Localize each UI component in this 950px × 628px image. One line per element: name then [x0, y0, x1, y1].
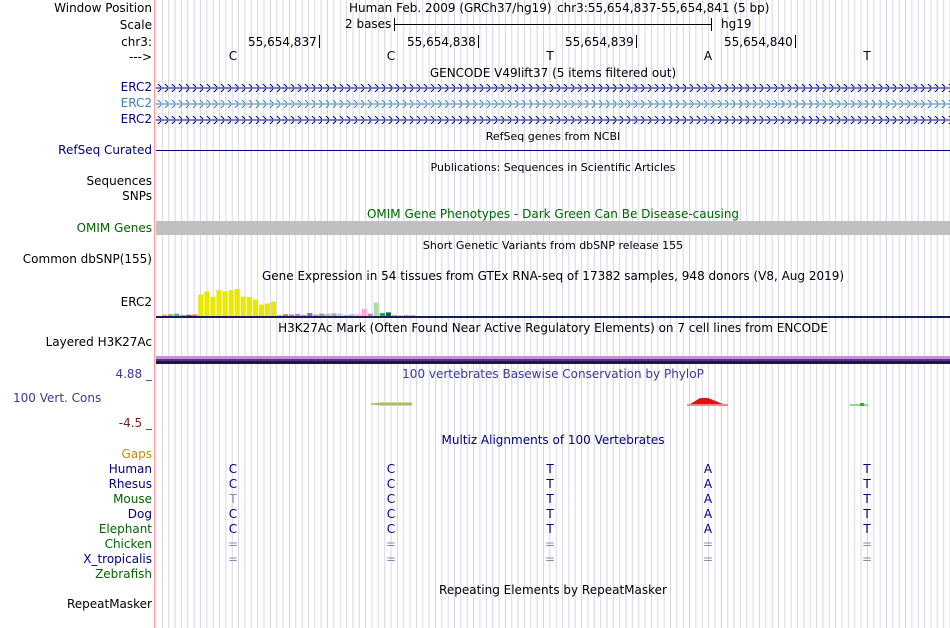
aligned-base: T [546, 522, 554, 536]
conservation-min-label: -4.5 _ [118, 416, 152, 430]
aligned-base: T [546, 462, 554, 476]
aligned-base: T [229, 492, 237, 506]
gtex-tissue-bar[interactable] [265, 303, 270, 316]
refseq-track-title[interactable]: RefSeq genes from NCBI [485, 130, 621, 143]
multiz-gaps-label[interactable]: Gaps [121, 447, 152, 461]
chr-label[interactable]: chr3: [121, 35, 152, 49]
species-label-mouse[interactable]: Mouse [113, 492, 152, 506]
conservation-max-label: 4.88 _ [115, 367, 152, 381]
phylop-peak-low [371, 402, 413, 406]
gtex-tissue-bar[interactable] [204, 291, 209, 316]
gencode-transcript-3[interactable] [156, 116, 950, 124]
gtex-tissue-bar[interactable] [362, 309, 367, 316]
species-label-human[interactable]: Human [108, 462, 152, 476]
phylop-peak-high [687, 398, 728, 406]
phylop-peak-small [850, 403, 868, 406]
species-label-elephant[interactable]: Elephant [98, 522, 152, 536]
gtex-tissue-bar[interactable] [241, 297, 246, 317]
gtex-tissue-bar[interactable] [235, 289, 240, 316]
scale-bar [394, 24, 711, 25]
aligned-base: T [863, 492, 871, 506]
aligned-base: = [544, 537, 556, 551]
gencode-item-label[interactable]: ERC2 [120, 112, 152, 126]
aligned-base: T [546, 507, 554, 521]
gtex-tissue-bar[interactable] [259, 305, 264, 316]
strand-label[interactable]: ---> [128, 50, 152, 64]
gtex-tissue-bar[interactable] [198, 294, 203, 316]
aligned-base: C [386, 522, 396, 536]
gtex-expression-chart[interactable] [156, 284, 950, 317]
gtex-tissue-bar[interactable] [253, 300, 258, 317]
scale-label[interactable]: Scale [119, 18, 152, 32]
aligned-base: C [386, 477, 396, 491]
reference-base: C [386, 49, 396, 63]
h3k27ac-signal-dark[interactable] [156, 361, 950, 364]
refseq-transcript-line[interactable] [156, 150, 950, 151]
gtex-tissue-bar[interactable] [271, 302, 276, 316]
aligned-base: T [546, 477, 554, 491]
conservation-label[interactable]: 100 Vert. Cons [13, 391, 102, 405]
gencode-transcripts[interactable] [156, 80, 950, 128]
aligned-base: C [386, 507, 396, 521]
reference-base: A [703, 49, 713, 63]
aligned-base: = [227, 552, 239, 566]
gtex-tissue-bar[interactable] [216, 290, 221, 316]
reference-base: T [546, 49, 554, 63]
repeatmasker-label[interactable]: RepeatMasker [66, 597, 152, 611]
aligned-base: T [863, 477, 871, 491]
refseq-label[interactable]: RefSeq Curated [58, 143, 152, 157]
aligned-base: = [861, 537, 873, 551]
scale-text: 2 bases [345, 17, 392, 31]
aligned-base: C [386, 492, 396, 506]
aligned-base: T [863, 522, 871, 536]
aligned-base: A [703, 492, 713, 506]
gencode-transcript-2[interactable] [156, 100, 950, 108]
species-label-rhesus[interactable]: Rhesus [108, 477, 152, 491]
aligned-base: A [703, 477, 713, 491]
dbsnp-track-title[interactable]: Short Genetic Variants from dbSNP release 155 [422, 239, 684, 252]
species-label-zebrafish[interactable]: Zebrafish [95, 567, 152, 581]
species-label-x_tropicalis[interactable]: X_tropicalis [83, 552, 152, 566]
gencode-item-label[interactable]: ERC2 [120, 96, 152, 110]
h3k27ac-label[interactable]: Layered H3K27Ac [45, 335, 152, 349]
gencode-track-title[interactable]: GENCODE V49lift37 (5 items filtered out) [429, 66, 677, 80]
assembly-title: Human Feb. 2009 (GRCh37/hg19) [349, 1, 552, 15]
species-label-chicken[interactable]: Chicken [104, 537, 152, 551]
gtex-gene-line [156, 316, 950, 318]
reference-base: T [863, 49, 871, 63]
aligned-base: A [703, 522, 713, 536]
gtex-tissue-bar[interactable] [229, 290, 234, 316]
position-tick-2: 55,654,838 [407, 35, 479, 49]
position-coords: chr3:55,654,837-55,654,841 (5 bp) [557, 1, 770, 15]
scale-db: hg19 [721, 17, 752, 31]
position-tick-1: 55,654,837 [248, 35, 320, 49]
omim-gene-bar[interactable] [156, 221, 950, 235]
h3k27ac-track-title[interactable]: H3K27Ac Mark (Often Found Near Active Regulatory Elements) on 7 cell lines from ENCODE [278, 321, 828, 335]
aligned-base: C [386, 462, 396, 476]
gencode-item-label[interactable]: ERC2 [120, 80, 152, 94]
aligned-base: = [227, 537, 239, 551]
gencode-transcript-1[interactable] [156, 84, 950, 92]
aligned-base: C [228, 522, 238, 536]
species-label-dog[interactable]: Dog [127, 507, 152, 521]
aligned-base: = [702, 537, 714, 551]
aligned-base: = [702, 552, 714, 566]
position-tick-4: 55,654,840 [724, 35, 796, 49]
dbsnp-label[interactable]: Common dbSNP(155) [22, 252, 152, 266]
gtex-tissue-bar[interactable] [247, 297, 252, 316]
omim-track-title[interactable]: OMIM Gene Phenotypes - Dark Green Can Be Disease-causing [366, 207, 740, 221]
multiz-track-title[interactable]: Multiz Alignments of 100 Vertebrates [441, 433, 665, 447]
repeatmasker-track-title[interactable]: Repeating Elements by RepeatMasker [439, 583, 667, 597]
scale-bar-right [711, 18, 712, 31]
window-position-label[interactable]: Window Position [54, 1, 152, 15]
position-tick-3: 55,654,839 [565, 35, 637, 49]
aligned-base: = [385, 552, 397, 566]
gtex-tissue-bar[interactable] [210, 297, 215, 316]
publications-snps-label[interactable]: SNPs [122, 189, 152, 203]
gtex-gene-label[interactable]: ERC2 [120, 295, 152, 309]
publications-sequences-label[interactable]: Sequences [86, 174, 152, 188]
aligned-base: C [228, 477, 238, 491]
aligned-base: = [544, 552, 556, 566]
conservation-track-title[interactable]: 100 vertebrates Basewise Conservation by PhyloP [402, 367, 704, 381]
aligned-base: = [385, 537, 397, 551]
aligned-base: = [861, 552, 873, 566]
aligned-base: A [703, 507, 713, 521]
publications-track-title[interactable]: Publications: Sequences in Scientific Articles [430, 161, 676, 174]
gtex-track-title[interactable]: Gene Expression in 54 tissues from GTEx RNA-seq of 17382 samples, 948 donors (V8, Aug 2019) [261, 269, 845, 283]
aligned-base: T [863, 462, 871, 476]
omim-label[interactable]: OMIM Genes [76, 221, 152, 235]
aligned-base: T [546, 492, 554, 506]
aligned-base: A [703, 462, 713, 476]
phylop-wiggle[interactable] [156, 396, 950, 410]
aligned-base: C [228, 462, 238, 476]
aligned-base: C [228, 507, 238, 521]
gtex-tissue-bar[interactable] [374, 303, 379, 317]
reference-base: C [228, 49, 238, 63]
aligned-base: T [863, 507, 871, 521]
gtex-tissue-bar[interactable] [223, 291, 228, 316]
